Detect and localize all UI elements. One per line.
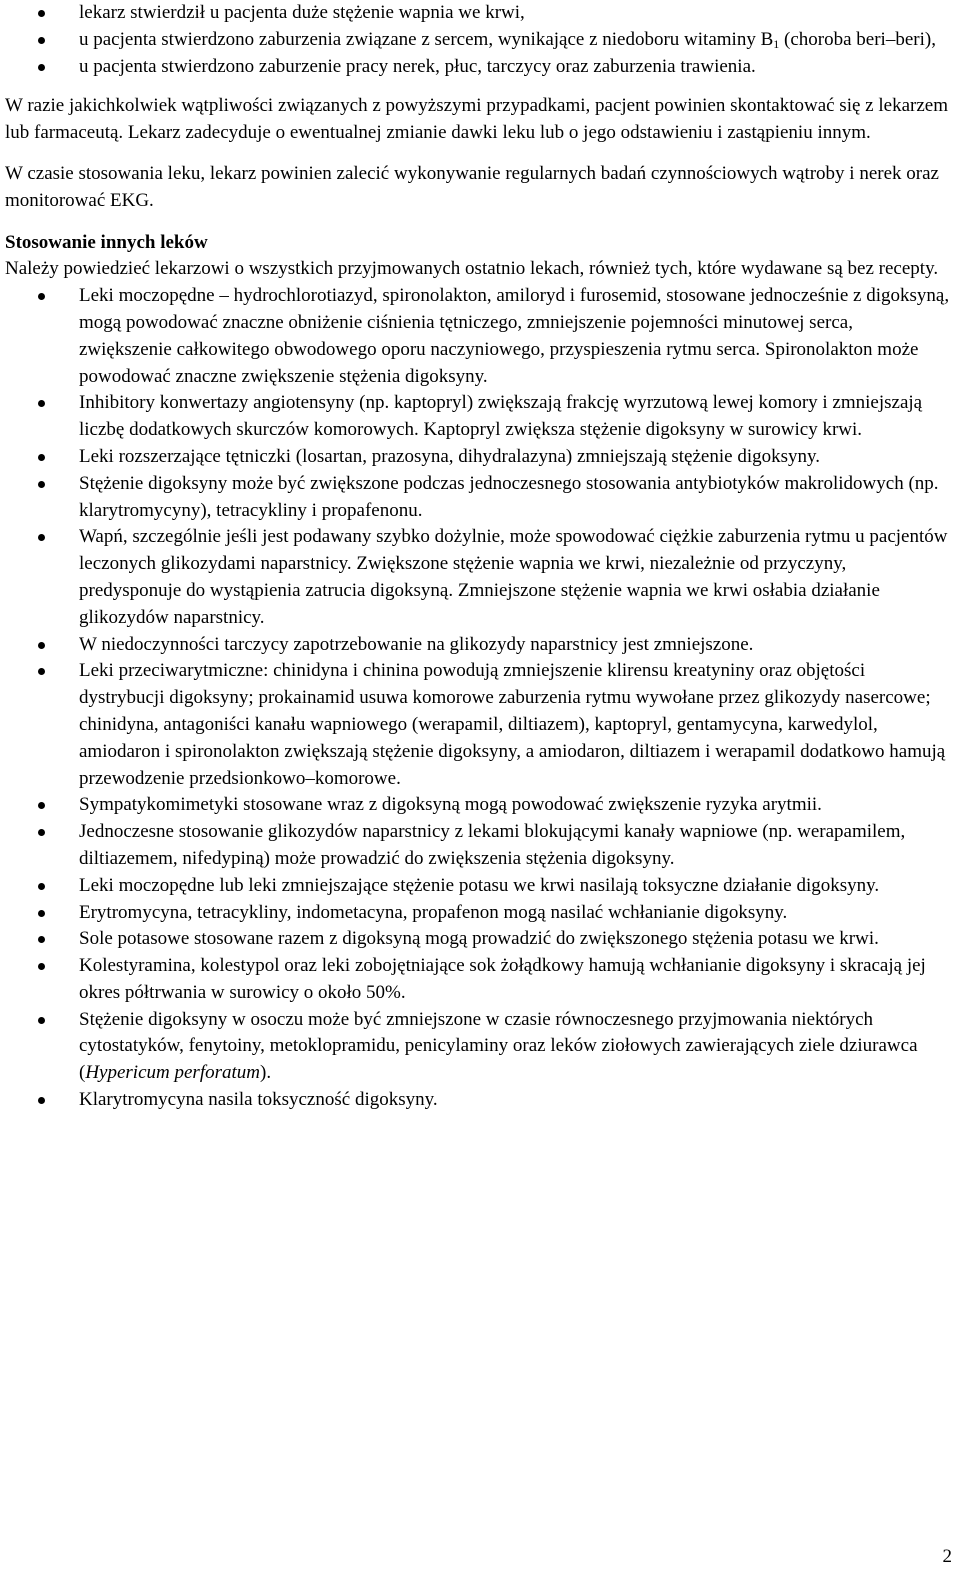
bullet-icon [38, 37, 45, 44]
list-item: Stężenie digoksyny może być zwiększone podczas jednoczesnego stosowania antybiotyków makrolidowych (np. klarytromycyny), tetracykliny i propafenonu. [5, 471, 950, 525]
section-intro: Należy powiedzieć lekarzowi o wszystkich przyjmowanych ostatnio lekach, również tych, które wydawane są bez recepty. [5, 258, 939, 280]
bullet-icon [38, 64, 45, 71]
doubts-paragraph: W razie jakichkolwiek wątpliwości związanych z powyższymi przypadkami, pacjent powinien skontaktować się z lekarzem lub farmaceutą. Lekarz zadecyduje o ewentualnej zmianie dawki leku lub o jego odstawieniu i zastąpieniu innym. [5, 95, 948, 144]
bullet-icon [38, 1097, 45, 1104]
bullet-icon [38, 293, 45, 300]
latin-name: Hypericum perforatum [85, 1062, 260, 1084]
list-item: Leki rozszerzające tętniczki (losartan, prazosyna, dihydralazyna) zmniejszają stężenie digoksyny. [5, 444, 950, 471]
list-item: Sole potasowe stosowane razem z digoksyną mogą prowadzić do zwiększonego stężenia potasu we krwi. [5, 926, 950, 953]
list-item: Wapń, szczególnie jeśli jest podawany szybko dożylnie, może spowodować ciężkie zaburzenia rytmu u pacjentów leczonych glikozydami naparstnicy. Zwiększone stężenie wapnia we krwi, niezależnie od przyczyny, predysponuje do wystąpienia zatrucia digoksyną. Zmniejszone stężenie wapnia we krwi osłabia działanie glikozydów naparstnicy. [5, 524, 950, 631]
list-item: Inhibitory konwertazy angiotensyny (np. kaptopryl) zwiększają frakcję wyrzutową lewej komory i zmniejszają liczbę dodatkowych skurczów komorowych. Kaptopryl zwiększa stężenie digoksyny w surowicy krwi. [5, 390, 950, 444]
bullet-icon [38, 668, 45, 675]
list-item: Leki przeciwarytmiczne: chinidyna i chinina powodują zmniejszenie klirensu kreatyniny oraz objętości dystrybucji digoksyny; prokainamid usuwa komorowe zaburzenia rytmu wywołane przez glikozydy nasercowe; chinidyna, antagoniści kanału wapniowego (werapamil, diltiazem), kaptopryl, gentamycyna, karwedylol, amiodaron i spironolakton zwiększają stężenie digoksyny, a amiodaron, diltiazem i werapamil dodatkowo hamują przewodzenie przedsionkowo–komorowe. [5, 658, 950, 792]
bullet-icon [38, 400, 45, 407]
bullet-icon [38, 910, 45, 917]
document-page [5, 0, 950, 1114]
bullet-icon [38, 10, 45, 17]
list-item: Sympatykomimetyki stosowane wraz z digoksyną mogą powodować zwiększenie ryzyka arytmii. [5, 792, 950, 819]
bullet-icon [38, 454, 45, 461]
interactions-list [5, 283, 950, 1114]
bullet-icon [38, 534, 45, 541]
contraindication-list [5, 0, 950, 80]
bullet-icon [38, 642, 45, 649]
list-item: u pacjenta stwierdzono zaburzenia związane z sercem, wynikające z niedoboru witaminy $B_1$ (choroba beri–beri), [5, 27, 950, 54]
list-item: Leki moczopędne lub leki zmniejszające stężenie potasu we krwi nasilają toksyczne działanie digoksyny. [5, 873, 950, 900]
list-item: u pacjenta stwierdzono zaburzenie pracy nerek, płuc, tarczycy oraz zaburzenia trawienia. [5, 54, 950, 81]
list-item: Jednoczesne stosowanie glikozydów naparstnicy z lekami blokującymi kanały wapniowe (np. werapamilem, diltiazemem, nifedypiną) może prowadzić do zwiększenia stężenia digoksyny. [5, 819, 950, 873]
page-number: 2 [942, 1546, 952, 1567]
tests-paragraph: W czasie stosowania leku, lekarz powinien zalecić wykonywanie regularnych badań czynnościowych wątroby i nerek oraz monitorować EKG. [5, 162, 939, 211]
bullet-icon [38, 1017, 45, 1024]
list-item: Erytromycyna, tetracykliny, indometacyna, propafenon mogą nasilać wchłanianie digoksyny. [5, 900, 950, 927]
bullet-icon [38, 963, 45, 970]
section-heading: Stosowanie innych leków [5, 231, 208, 253]
bullet-icon [38, 883, 45, 890]
list-item: Leki moczopędne – hydrochlorotiazyd, spironolakton, amiloryd i furosemid, stosowane jednocześnie z digoksyną, mogą powodować znaczne obniżenie ciśnienia tętniczego, zmniejszenie pojemności minutowej serca, zwiększenie całkowitego obwodowego oporu naczyniowego, przyspieszenia rytmu serca. Spironolakton może powodować znaczne zwiększenie stężenia digoksyny. [5, 283, 950, 390]
list-item: Kolestyramina, kolestypol oraz leki zobojętniające sok żołądkowy hamują wchłanianie digoksyny i skracają jej okres półtrwania w surowicy o około 50%. [5, 953, 950, 1007]
bullet-icon [38, 829, 45, 836]
list-item: W niedoczynności tarczycy zapotrzebowanie na glikozydy naparstnicy jest zmniejszone. [5, 632, 950, 659]
bullet-icon [38, 802, 45, 809]
list-item: Klarytromycyna nasila toksyczność digoksyny. [5, 1087, 950, 1114]
list-item: lekarz stwierdził u pacjenta duże stężenie wapnia we krwi, [5, 0, 950, 27]
bullet-icon [38, 936, 45, 943]
bullet-icon [38, 481, 45, 488]
list-item: Stężenie digoksyny w osoczu może być zmniejszone w czasie równoczesnego przyjmowania niektórych cytostatyków, fenytoiny, metoklopramidu, penicylaminy oraz leków ziołowych zawierających ziele dziurawca (Hypericum perforatum). [5, 1007, 950, 1087]
